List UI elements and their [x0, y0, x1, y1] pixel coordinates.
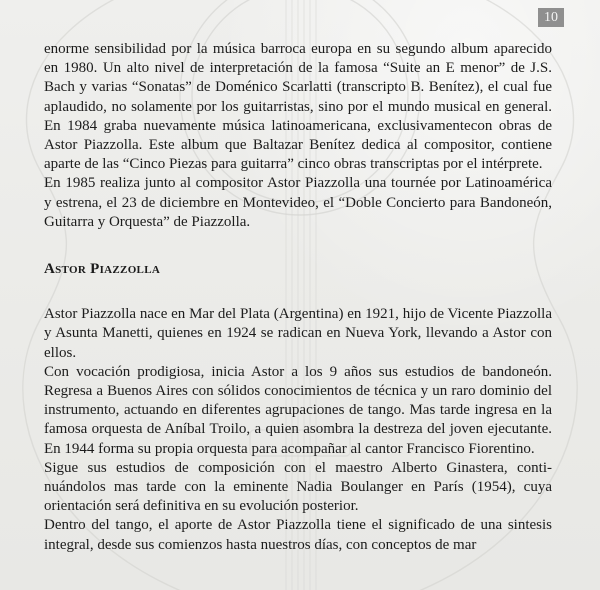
page-number: 10 [538, 8, 564, 27]
paragraph: enorme sensibilidad por la música barroca europa en su segundo album aparecido en 1980. Un alto nivel de interpretación de la famosa “Suite an E menor” de J.S. Bach y varias “Sonatas” de Doménico Scarlatti (transcripto B. Benítez), el cual fue aplaudido, no solamente por los guitarristas, sino por el mundo musical en general. En 1984 graba nuevamente música latinoamericana, exclusivamentecon obras de Astor Piazzolla. Este album que Baltazar Benítez dedica al compositor, contiene aparte de las “Cinco Piezas para guitarra” cinco obras transcriptas por el intérprete. [44, 41, 552, 173]
paragraph: Con vocación prodigiosa, inicia Astor a los 9 años sus estudios de bandoneón. Regresa a Buenos Aires con sólidos conocimientos de técnica y un raro dominio del instrumento, actuando en diferentes agrupaciones de tango. Mas tarde ingresa en la famosa orquesta de Aníbal Troilo, a quien asombra la destreza del joven ejecutante. En 1944 forma su propia orquesta para acompañar al cantor Francisco Fiorentino. [44, 363, 552, 457]
paragraph: En 1985 realiza junto al compositor Astor Piazzolla una tournée por Latinoamérica y estrena, el 23 de diciembre en Montevideo, el “Doble Concierto para Bandoneón, Guitarra y Orquesta” de Piazzolla. [44, 175, 552, 230]
body-text [44, 40, 552, 555]
paragraph: Sigue sus estudios de composición con el maestro Alberto Ginastera, continuándolos mas tarde con la eminente Nadia Boulanger en París (1954), cuya orientación será definitiva en su evolución posterior. [44, 459, 552, 515]
section-heading: Astor Piazzolla [44, 261, 161, 278]
paragraph: Astor Piazzolla nace en Mar del Plata (Argentina) en 1921, hijo de Vicente Piazzolla y Asunta Manetti, quienes en 1924 se radican en Nueva York, llevando a Astor con ellos. [44, 306, 552, 361]
paragraph: Dentro del tango, el aporte de Astor Piazzolla tiene el significado de una sintesis integral, desde sus comienzos hasta nuestros días, con conceptos de mar [44, 517, 552, 553]
